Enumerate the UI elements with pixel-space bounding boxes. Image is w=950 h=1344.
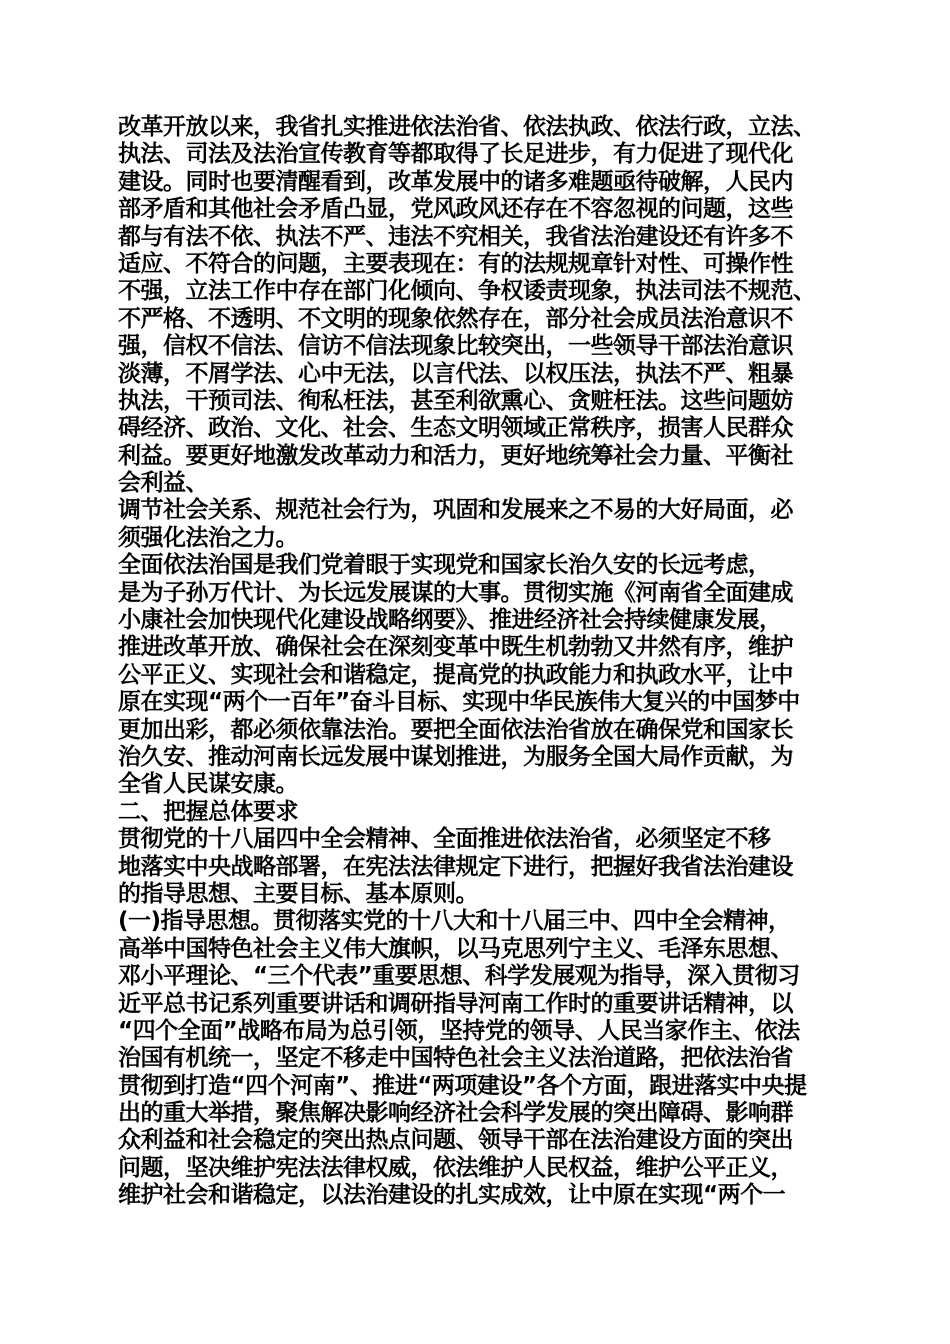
text-line: 公平正义、实现社会和谐稳定，提高党的执政能力和执政水平，让中	[118, 661, 793, 688]
text-line: 适应、不符合的问题，主要表现在：有的法规规章针对性、可操作性	[118, 250, 793, 277]
text-line: 邓小平理论、“三个代表”重要思想、科学发展观为指导，深入贯彻习	[118, 963, 800, 990]
text-line: 的指导思想、主要目标、基本原则。	[118, 880, 478, 907]
text-line: 维护社会和谐稳定，以法治建设的扎实成效，让中原在实现“两个一	[118, 1182, 786, 1209]
text-line: 不强，立法工作中存在部门化倾向、争权诿责现象，执法司法不规范、	[118, 278, 816, 305]
text-line: 不严格、不透明、不文明的现象依然存在，部分社会成员法治意识不	[118, 305, 793, 332]
text-line: 建设。同时也要清醒看到，改革发展中的诸多难题亟待破解，人民内	[118, 168, 793, 195]
text-line: 贯彻到打造“四个河南”、推进“两项建设”各个方面，跟进落实中央提	[118, 1072, 807, 1099]
text-line: 高举中国特色社会主义伟大旗帜，以马克思列宁主义、毛泽东思想、	[118, 935, 793, 962]
text-line: 淡薄，不屑学法、心中无法，以言代法、以权压法，执法不严、粗暴	[118, 360, 793, 387]
text-line: 全省人民谋安康。	[118, 771, 298, 798]
text-line: 是为子孙万代计、为长远发展谋的大事。贯彻实施《河南省全面建成	[118, 579, 793, 606]
text-line: 都与有法不依、执法不严、违法不究相关，我省法治建设还有许多不	[118, 223, 793, 250]
text-line: 改革开放以来，我省扎实推进依法治省、依法执政、依法行政，立法、	[118, 114, 816, 140]
text-line: 治久安、推动河南长远发展中谋划推进，为服务全国大局作贡献，为	[118, 743, 793, 770]
text-line: 更加出彩，都必须依靠法治。要把全面依法治省放在确保党和国家长	[118, 716, 793, 743]
text-line: 执法，干预司法、徇私枉法，甚至利欲熏心、贪赃枉法。这些问题妨	[118, 387, 793, 414]
text-line: 会利益、	[118, 470, 208, 497]
text-line: (一)指导思想。贯彻落实党的十八大和十八届三中、四中全会精神，	[118, 908, 791, 935]
text-line: 利益。要更好地激发改革动力和活力，更好地统筹社会力量、平衡社	[118, 442, 793, 469]
section-heading: 二、把握总体要求	[118, 798, 298, 825]
text-line: 调节社会关系、规范社会行为，巩固和发展来之不易的大好局面，必	[118, 497, 793, 524]
text-line: 推进改革开放、确保社会在深刻变革中既生机勃勃又井然有序，维护	[118, 634, 793, 661]
text-line: 近平总书记系列重要讲话和调研指导河南工作时的重要讲话精神，以	[118, 990, 793, 1017]
text-line: “四个全面”战略布局为总引领，坚持党的领导、人民当家作主、依法	[118, 1017, 800, 1044]
text-line: 问题，坚决维护宪法法律权威，依法维护人民权益，维护公平正义，	[118, 1154, 793, 1181]
text-line: 出的重大举措，聚焦解决影响经济社会科学发展的突出障碍、影响群	[118, 1100, 793, 1127]
text-line: 众利益和社会稳定的突出热点问题、领导干部在法治建设方面的突出	[118, 1127, 793, 1154]
text-line: 贯彻党的十八届四中全会精神、全面推进依法治省，必须坚定不移	[118, 826, 771, 853]
text-line: 强，信权不信法、信访不信法现象比较突出，一些领导干部法治意识	[118, 333, 793, 360]
text-line: 原在实现“两个一百年”奋斗目标、实现中华民族伟大复兴的中国梦中	[118, 689, 800, 716]
text-line: 部矛盾和其他社会矛盾凸显，党风政风还存在不容忽视的问题，这些	[118, 196, 793, 223]
text-line: 治国有机统一，坚定不移走中国特色社会主义法治道路，把依法治省	[118, 1045, 793, 1072]
document-body	[118, 114, 840, 1210]
text-line: 须强化法治之力。	[118, 524, 298, 551]
text-line: 小康社会加快现代化建设战略纲要》、推进经济社会持续健康发展，	[118, 607, 782, 634]
text-line: 全面依法治国是我们党着眼于实现党和国家长治久安的长远考虑，	[118, 552, 771, 579]
text-line: 执法、司法及法治宣传教育等都取得了长足进步，有力促进了现代化	[118, 141, 793, 168]
text-line: 地落实中央战略部署，在宪法法律规定下进行，把握好我省法治建设	[118, 853, 793, 880]
text-line: 碍经济、政治、文化、社会、生态文明领域正常秩序，损害人民群众	[118, 415, 793, 442]
